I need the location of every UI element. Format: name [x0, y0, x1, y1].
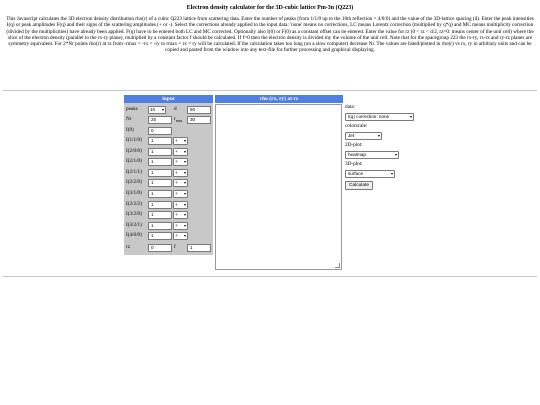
data-label: data: [345, 104, 356, 110]
reflection-sign-value: + [175, 180, 178, 186]
reflection-sign-value: + [175, 169, 178, 175]
reflection-sign-value: + [175, 222, 178, 228]
reflection-sign-value: + [175, 201, 178, 207]
plot3d-value: surface [348, 171, 364, 176]
d-input[interactable]: 60 [187, 106, 211, 114]
rmax-label [174, 115, 182, 126]
reflection-sign-select[interactable] [173, 169, 188, 177]
reflection-row [124, 147, 213, 156]
reflection-label: I(4/0/0) [126, 232, 142, 239]
reflection-label: I(2/1/0) [126, 158, 142, 165]
peaks-select[interactable] [148, 106, 166, 114]
output-textarea[interactable] [215, 104, 342, 270]
page-title: Electron density calculator for the 3D-cubic lattice Pm-3n (Q223) [186, 5, 354, 11]
reflection-intensity-input[interactable]: 1 [148, 190, 172, 198]
rz-row [124, 243, 213, 252]
output-panel-header: rho (rx, ry) at rz [215, 95, 343, 103]
reflection-sign-select[interactable] [173, 179, 188, 187]
reflection-sign-select[interactable] [173, 201, 188, 209]
data-correction-value: I(q) correction: none [348, 114, 390, 119]
reflection-sign-value: + [175, 159, 178, 165]
reflection-row [124, 157, 213, 166]
reflection-intensity-input[interactable]: 1 [148, 179, 172, 187]
input-panel-header: input [124, 95, 213, 103]
reflection-sign-select[interactable] [173, 190, 188, 198]
reflection-sign-select[interactable] [173, 158, 188, 166]
chevron-down-icon: ▾ [183, 201, 186, 207]
chevron-down-icon: ▾ [183, 191, 186, 196]
rmax-label-sub: max [175, 119, 183, 124]
chevron-down-icon: ▾ [183, 222, 186, 228]
rmax-input[interactable]: 30 [187, 116, 211, 124]
rz-label: rz [126, 244, 131, 250]
chevron-down-icon: ▾ [183, 138, 186, 143]
chevron-down-icon: ▾ [183, 212, 186, 218]
plot3d-label: 3D-plot: [345, 161, 363, 167]
chevron-down-icon: ▾ [377, 133, 380, 138]
reflection-row [124, 168, 213, 177]
plot2d-label: 2D-plot: [345, 142, 363, 148]
calculate-button[interactable]: Calculate [345, 181, 373, 190]
chevron-down-icon: ▾ [183, 159, 186, 165]
reflection-sign-value: + [175, 191, 178, 196]
colorscale-select[interactable] [345, 132, 382, 140]
reflection-label: I(2/0/0) [126, 147, 142, 154]
nr-label: Nr [126, 116, 132, 122]
peaks-label: peaks [126, 106, 138, 112]
rz-input[interactable]: 0 [148, 244, 172, 252]
input-panel [124, 95, 213, 255]
reflection-sign-select[interactable] [173, 211, 188, 219]
top-divider [3, 90, 537, 91]
reflection-label: I(2/1/1) [126, 168, 142, 175]
reflection-label: I(1/1/0) [126, 137, 142, 143]
reflection-sign-value: + [175, 233, 178, 239]
chevron-down-icon: ▾ [394, 152, 397, 157]
reflection-label: I(3/1/0) [126, 190, 142, 196]
reflection-sign-select[interactable] [173, 148, 188, 156]
reflection-sign-value: + [175, 148, 178, 154]
data-correction-select[interactable] [345, 113, 414, 121]
chevron-down-icon: ▾ [161, 107, 164, 112]
nr-input[interactable]: 25 [148, 116, 172, 124]
plot2d-select[interactable] [345, 151, 399, 159]
plot2d-value: heatmap [348, 152, 366, 157]
reflection-row [124, 200, 213, 209]
reflection-sign-select[interactable] [173, 232, 188, 240]
reflection-label: I(3/2/0) [126, 211, 142, 218]
reflection-row [124, 210, 213, 219]
reflection-intensity-input[interactable]: 1 [148, 137, 172, 145]
bottom-divider [3, 276, 537, 277]
reflection-intensity-input[interactable]: 1 [148, 222, 172, 230]
reflection-intensity-input[interactable]: 1 [148, 158, 172, 166]
reflection-sign-select[interactable] [173, 137, 188, 145]
i0-input[interactable]: 0 [148, 127, 172, 135]
reflection-row [124, 136, 213, 145]
i0-label: I(0) [126, 127, 134, 133]
reflection-row [124, 221, 213, 230]
reflection-intensity-input[interactable]: 1 [148, 169, 172, 177]
reflection-label: I(2/2/2) [126, 200, 142, 207]
reflection-intensity-input[interactable]: 1 [148, 211, 172, 219]
peaks-select-value: 10 [150, 107, 156, 112]
reflection-intensity-input[interactable]: 1 [148, 148, 172, 156]
reflection-intensity-input[interactable]: 1 [148, 201, 172, 209]
chevron-down-icon: ▾ [183, 180, 186, 186]
page-description: This Javascript calculates the 3D electron density distribution rho(r) of a cubic Q223 lattice from scattering data. Enter the number of peaks (from 1/1/0 up to the 10th reflection = 4/0/0) and the value of the 3D-lattice spacing (d). Enter the peak intensities I(q) or peak amplitudes F(q) and their signs of the scattering amplitudes (+ or -). Select the corrections already applied to the input data: 'none' means no corrections, LC means Lorentz correction (multiplied by q*q) and MC means multiplicity correction (divided by the multiplicities) have already been applied. F(q) have to be entered both LC and MC corrected. Optionally also I(0) or F(0) as a constant offset can be entered. Enter the value for rz (0 < rz < d/2, rz=0: means center of the unit cell) where the slice of the electron density (parallel to the rx-ry plane), multiplied by a constant factor f should be calculated. If f=0 then the electron density is divided my the volume of the unit cell. Note that for the spacegroup 223 the rx-ry, rx-rz and ry-rz planes are symmetry equivalent. For 2*Nr points rho(r) at rz from -rmax = -rx = -ry to rmax = rx = ry will be calculated. If the calculation takes too long (on a slow computer) decrease Nr. The values are listed/plotted in rho(r) vs rx, ry in arbitrary units and can be copied and pasted from the window into any text-file for further processing and graphical displaying. [6, 16, 534, 54]
colorscale-label: colorscale: [345, 123, 368, 129]
chevron-down-icon: ▾ [390, 171, 393, 176]
i0-row [124, 126, 213, 135]
nr-row [124, 115, 213, 124]
reflection-sign-value: + [175, 212, 178, 218]
colorscale-value: Jet [348, 133, 355, 138]
reflection-label: I(3/2/1) [126, 221, 142, 228]
f-label: f [174, 244, 176, 250]
chevron-down-icon: ▾ [183, 169, 186, 175]
output-panel [215, 95, 343, 272]
resize-grip-icon[interactable] [335, 263, 340, 268]
chevron-down-icon: ▾ [409, 114, 412, 119]
reflection-label: I(2/2/0) [126, 179, 142, 186]
peaks-row [124, 105, 213, 114]
reflection-sign-select[interactable] [173, 222, 188, 230]
reflection-intensity-input[interactable]: 1 [148, 232, 172, 240]
reflection-row [124, 231, 213, 240]
reflection-sign-value: + [175, 138, 178, 143]
d-label: d [174, 106, 177, 112]
reflection-row [124, 189, 213, 198]
rmax-label-main: r [174, 116, 176, 122]
reflection-row [124, 178, 213, 187]
f-input[interactable]: 1 [187, 244, 211, 252]
plot3d-select[interactable] [345, 170, 395, 178]
chevron-down-icon: ▾ [183, 148, 186, 154]
chevron-down-icon: ▾ [183, 233, 186, 239]
